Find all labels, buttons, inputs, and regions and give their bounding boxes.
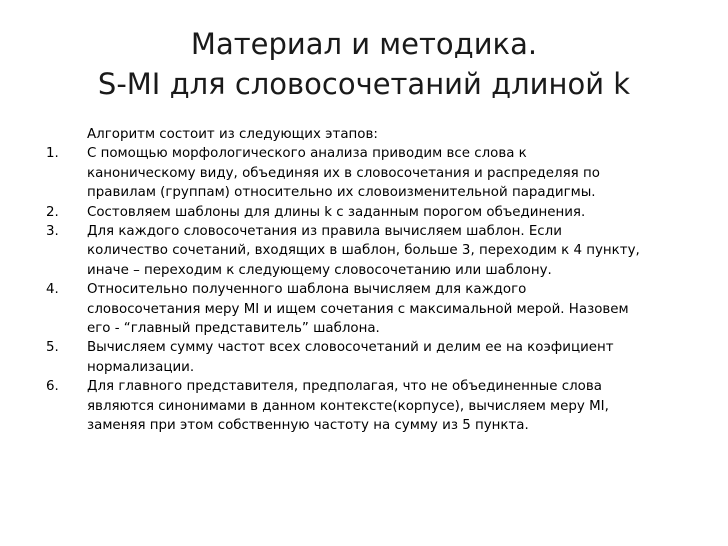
list-text: Состовляем шаблоны для длины k с заданным порогом объединения. bbox=[87, 204, 586, 220]
list-number: 5. bbox=[46, 340, 59, 356]
list-number: 3. bbox=[46, 224, 59, 240]
list-text: Для главного представителя, предполагая, что не объединенные слова являются синонимами в данном контексте(корпусе), вычисляем меру MI, заменяя при этом собственную частоту на сумму из 5 пункта. bbox=[87, 379, 609, 434]
list-item-3 bbox=[46, 222, 696, 280]
title-line-1: Материал и методика. bbox=[190, 27, 538, 61]
title-line-2: S-MI для словосочетаний длиной k bbox=[97, 67, 631, 101]
list-item-1 bbox=[46, 144, 696, 202]
list-text: С помощью морфологического анализа приводим все слова к каноническому виду, объединяя их в словосочетания и распределяя по правилам (группам) относительно их словоизменительной парадигмы. bbox=[87, 146, 600, 201]
list-text: Для каждого словосочетания из правила вычисляем шаблон. Если количество сочетаний, входящих в шаблон, больше 3, переходим к 4 пункту, иначе – переходим к следующему словосочетанию или шаблону. bbox=[87, 224, 640, 278]
list-number: 4. bbox=[46, 282, 59, 298]
list-item-6 bbox=[46, 377, 696, 435]
list-item-2 bbox=[46, 203, 696, 222]
slide-title bbox=[20, 24, 708, 104]
list-number: 6. bbox=[46, 379, 59, 395]
list-item-4 bbox=[46, 280, 696, 338]
list-text: Относительно полученного шаблона вычисляем для каждого словосочетания меру MI и ищем сочетания с максимальной мерой. Назовем его - “главный представитель” шаблона. bbox=[87, 282, 629, 337]
list-number: 1. bbox=[46, 146, 59, 162]
list-number: 2. bbox=[46, 204, 59, 220]
list-item-5 bbox=[46, 338, 696, 377]
slide-body bbox=[46, 125, 696, 436]
intro-text: Алгоритм состоит из следующих этапов: bbox=[87, 127, 378, 142]
list-text: Вычисляем сумму частот всех словосочетаний и делим ее на коэфициент нормализации. bbox=[87, 340, 614, 375]
